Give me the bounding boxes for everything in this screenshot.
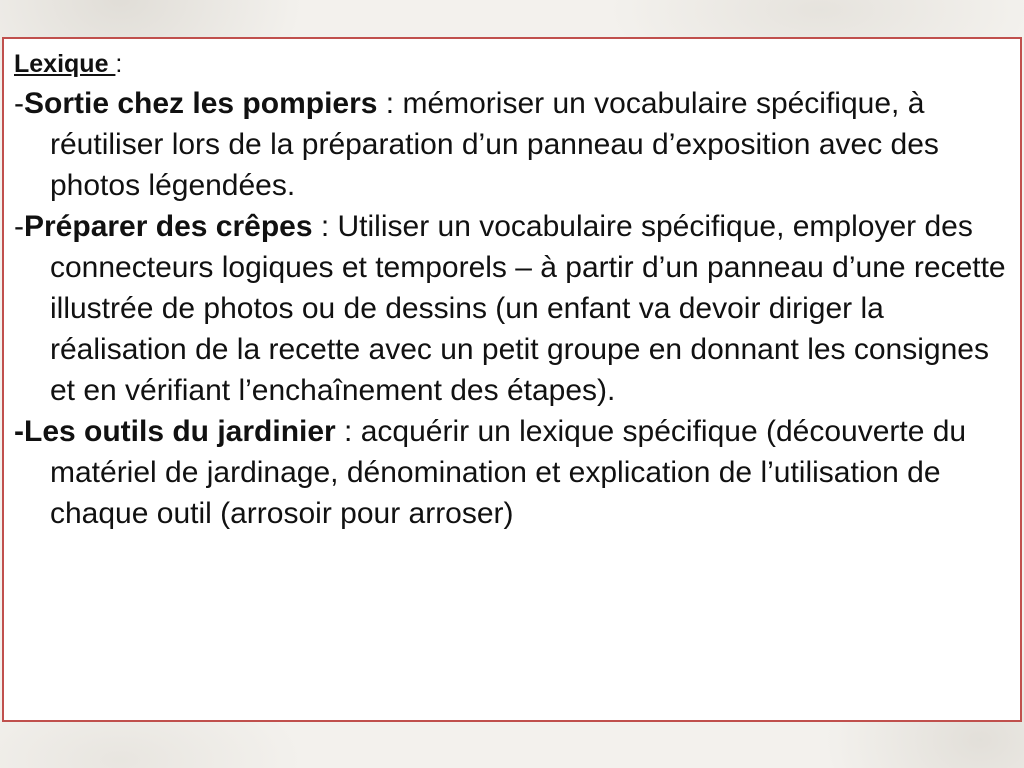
heading-label: Lexique <box>14 50 116 78</box>
list-item-crepes <box>14 206 1008 411</box>
list-item-jardinier <box>14 411 1008 534</box>
item-dash: - <box>14 210 24 243</box>
item-text: : Utiliser un vocabulaire spécifique, employer des connecteurs logiques et temporels – à partir d’un panneau d’une recette illustrée de photos ou de dessins (un enfant va devoir diriger la réalisation de la recette avec un petit groupe en donnant les consignes et en vérifiant l’enchaînement des étapes). <box>50 210 1006 407</box>
heading <box>14 45 1008 83</box>
content-box <box>2 37 1022 722</box>
item-title: Sortie chez les pompiers <box>24 87 378 120</box>
item-text: : mémoriser un vocabulaire spécifique, à réutiliser lors de la préparation d’un panneau d’exposition avec des photos légendées. <box>50 87 939 202</box>
list-item-pompiers <box>14 83 1008 206</box>
item-title: -Les outils du jardinier <box>14 415 336 448</box>
item-dash: - <box>14 87 24 120</box>
heading-colon: : <box>115 50 123 78</box>
item-title: Préparer des crêpes <box>24 210 313 243</box>
item-text: : acquérir un lexique spécifique (découverte du matériel de jardinage, dénomination et explication de l’utilisation de chaque outil (arrosoir pour arroser) <box>50 415 967 530</box>
